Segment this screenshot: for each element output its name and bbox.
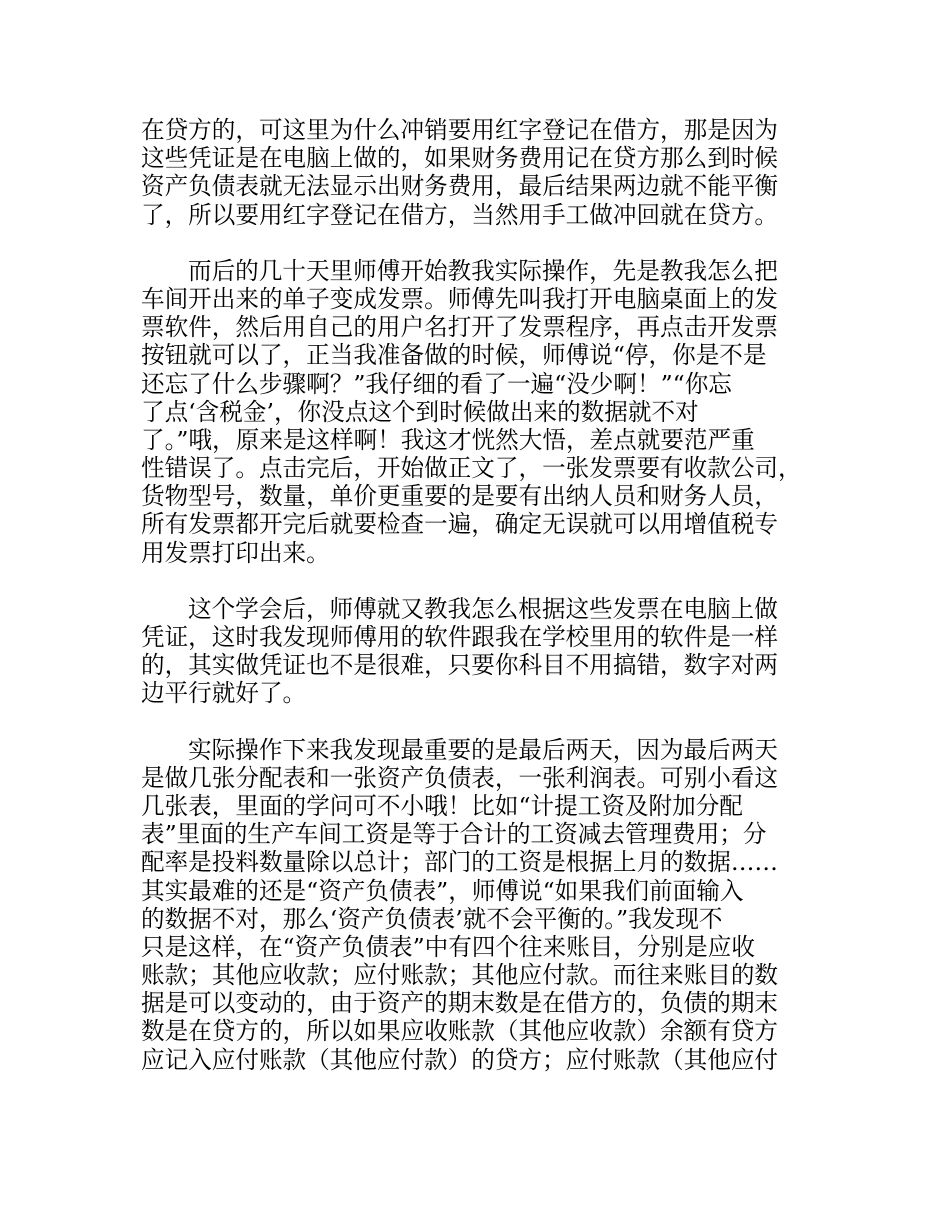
paragraph (141, 736, 831, 1074)
paragraph-line: 账款；其他应收款；应付账款；其他应付款。而往来账目的数 (141, 961, 779, 990)
document-body (141, 116, 831, 1074)
paragraph-line: 的，其实做凭证也不是很难，只要你科目不用搞错，数字对两 (141, 651, 779, 680)
paragraph-line: 配率是投料数量除以总计；部门的工资是根据上月的数据…… (141, 848, 779, 877)
paragraph-line: 表”里面的生产车间工资是等于合计的工资减去管理费用；分 (141, 820, 767, 849)
paragraph-line: 是做几张分配表和一张资产负债表，一张利润表。可别小看这 (141, 763, 779, 792)
paragraph-line: 而后的几十天里师傅开始教我实际操作，先是教我怎么把 (188, 256, 778, 285)
paragraph-line: 应记入应付账款（其他应付款）的贷方；应付账款（其他应付 (141, 1045, 779, 1074)
paragraph-line: 几张表，里面的学问可不小哦！比如“计提工资及附加分配 (141, 791, 743, 820)
paragraph-line: 还忘了什么步骤啊？”我仔细的看了一遍“没少啊！”“你忘 (141, 369, 732, 398)
paragraph (141, 257, 831, 567)
paragraph-line: 据是可以变动的，由于资产的期末数是在借方的，负债的期末 (141, 989, 779, 1018)
paragraph-line: 按钮就可以了，正当我准备做的时候，师傅说“停，你是不是 (141, 341, 767, 370)
paragraph-line: 票软件，然后用自己的用户名打开了发票程序，再点击开发票 (141, 313, 779, 342)
paragraph-line: 边平行就好了。 (141, 679, 307, 708)
paragraph-line: 其实最难的还是“资产负债表”，师傅说“如果我们前面输入 (141, 876, 744, 905)
paragraph-line: 了点‘含税金’，你没点这个到时候做出来的数据就不对 (141, 397, 699, 426)
paragraph-line: 了。”哦，原来是这样啊！我这才恍然大悟，差点就要范严重 (141, 425, 755, 454)
paragraph-line: 性错误了。点击完后，开始做正文了，一张发票要有收款公司， (141, 454, 802, 483)
paragraph (141, 116, 831, 229)
paragraph-line: 数是在贷方的，所以如果应收账款（其他应收款）余额有贷方 (141, 1017, 779, 1046)
paragraph-line: 实际操作下来我发现最重要的是最后两天，因为最后两天 (188, 735, 778, 764)
paragraph-line: 资产负债表就无法显示出财务费用，最后结果两边就不能平衡 (141, 172, 779, 201)
paragraph (141, 595, 831, 708)
paragraph-line: 货物型号，数量，单价更重要的是要有出纳人员和财务人员， (141, 482, 779, 511)
paragraph-line: 用发票打印出来。 (141, 538, 330, 567)
paragraph-line: 车间开出来的单子变成发票。师傅先叫我打开电脑桌面上的发 (141, 284, 779, 313)
paragraph-line: 所有发票都开完后就要检查一遍，确定无误就可以用增值税专 (141, 510, 779, 539)
paragraph-line: 的数据不对，那么‘资产负债表’就不会平衡的。”我发现不 (141, 904, 723, 933)
paragraph-line: 只是这样，在“资产负债表”中有四个往来账目，分别是应收 (141, 932, 755, 961)
paragraph-line: 这个学会后，师傅就又教我怎么根据这些发票在电脑上做 (188, 594, 778, 623)
paragraph-line: 这些凭证是在电脑上做的，如果财务费用记在贷方那么到时候 (141, 144, 779, 173)
paragraph-line: 在贷方的，可这里为什么冲销要用红字登记在借方，那是因为 (141, 116, 779, 144)
paragraph-line: 凭证，这时我发现师傅用的软件跟我在学校里用的软件是一样 (141, 623, 779, 651)
paragraph-line: 了，所以要用红字登记在借方，当然用手工做冲回就在贷方。 (141, 200, 779, 229)
